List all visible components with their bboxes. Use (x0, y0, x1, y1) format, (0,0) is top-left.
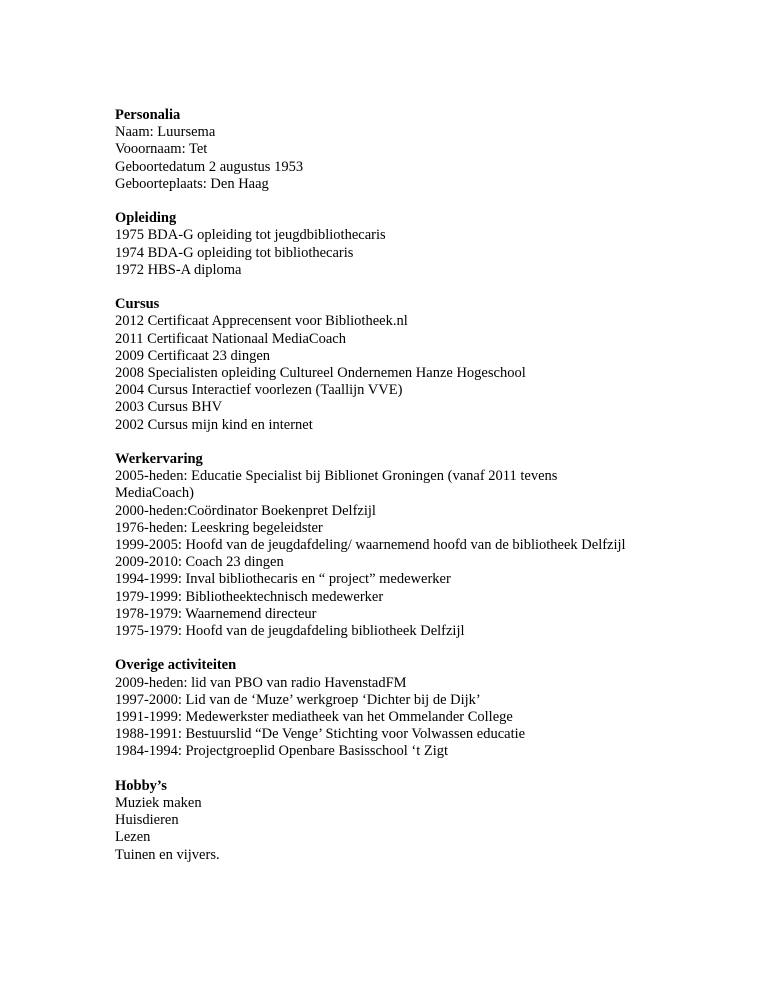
section-werkervaring (115, 451, 755, 640)
werkervaring-line: 1978-1979: Waarnemend directeur (115, 605, 317, 622)
werkervaring-line: 2000-heden:Coördinator Boekenpret Delfzijl (115, 502, 376, 519)
section-opleiding (115, 210, 755, 279)
personalia-line: Geboortedatum 2 augustus 1953 (115, 158, 304, 175)
overige-line: 1997-2000: Lid van de ‘Muze’ werkgroep ‘Dichter bij de Dijk’ (115, 691, 481, 708)
section-overige-activiteiten (115, 657, 755, 760)
overige-line: 1991-1999: Medewerkster mediatheek van het Ommelander College (115, 709, 513, 726)
cursus-line: 2002 Cursus mijn kind en internet (115, 416, 313, 433)
section-cursus (115, 296, 755, 434)
section-personalia (115, 107, 755, 193)
hobby-line: Muziek maken (115, 795, 202, 812)
hobby-line: Huisdieren (115, 812, 179, 829)
section-heading: Opleiding (115, 210, 177, 227)
cursus-line: 2008 Specialisten opleiding Cultureel Ondernemen Hanze Hogeschool (115, 365, 526, 382)
cv-page (115, 107, 755, 881)
personalia-line: Vooornaam: Tet (115, 141, 208, 158)
werkervaring-line: 1979-1999: Bibliotheektechnisch medewerker (115, 588, 384, 605)
werkervaring-line: 1976-heden: Leeskring begeleidster (115, 519, 323, 536)
werkervaring-line: 2005-heden: Educatie Specialist bij Biblionet Groningen (vanaf 2011 tevens MediaCoach) (115, 468, 558, 502)
cursus-line: 2011 Certificaat Nationaal MediaCoach (115, 330, 346, 347)
cursus-line: 2009 Certificaat 23 dingen (115, 347, 271, 364)
personalia-line: Geboorteplaats: Den Haag (115, 175, 269, 192)
section-heading: Personalia (115, 107, 181, 123)
section-heading: Cursus (115, 296, 160, 313)
section-heading: Werkervaring (115, 451, 203, 468)
opleiding-line: 1975 BDA-G opleiding tot jeugdbibliothecaris (115, 227, 386, 244)
section-heading: Overige activiteiten (115, 657, 237, 674)
cursus-line: 2004 Cursus Interactief voorlezen (Taallijn VVE) (115, 382, 403, 399)
opleiding-line: 1972 HBS-A diploma (115, 261, 242, 278)
overige-line: 2009-heden: lid van PBO van radio HavenstadFM (115, 674, 407, 691)
werkervaring-line: 2009-2010: Coach 23 dingen (115, 554, 284, 571)
section-hobbys (115, 778, 755, 864)
section-heading: Hobby’s (115, 777, 167, 794)
werkervaring-line: 1999-2005: Hoofd van de jeugdafdeling/ waarnemend hoofd van de bibliotheek Delfzijl (115, 537, 626, 554)
hobby-line: Tuinen en vijvers. (115, 846, 220, 863)
cursus-line: 2012 Certificaat Apprecensent voor Bibliotheek.nl (115, 313, 408, 330)
opleiding-line: 1974 BDA-G opleiding tot bibliothecaris (115, 244, 354, 261)
cursus-line: 2003 Cursus BHV (115, 399, 223, 416)
personalia-line: Naam: Luursema (115, 124, 216, 141)
werkervaring-line: 1975-1979: Hoofd van de jeugdafdeling bibliotheek Delfzijl (115, 623, 465, 640)
hobby-line: Lezen (115, 829, 151, 846)
werkervaring-line: 1994-1999: Inval bibliothecaris en “ project” medewerker (115, 571, 451, 588)
overige-line: 1988-1991: Bestuurslid “De Venge’ Stichting voor Volwassen educatie (115, 726, 526, 743)
overige-line: 1984-1994: Projectgroeplid Openbare Basisschool ‘t Zigt (115, 743, 449, 760)
